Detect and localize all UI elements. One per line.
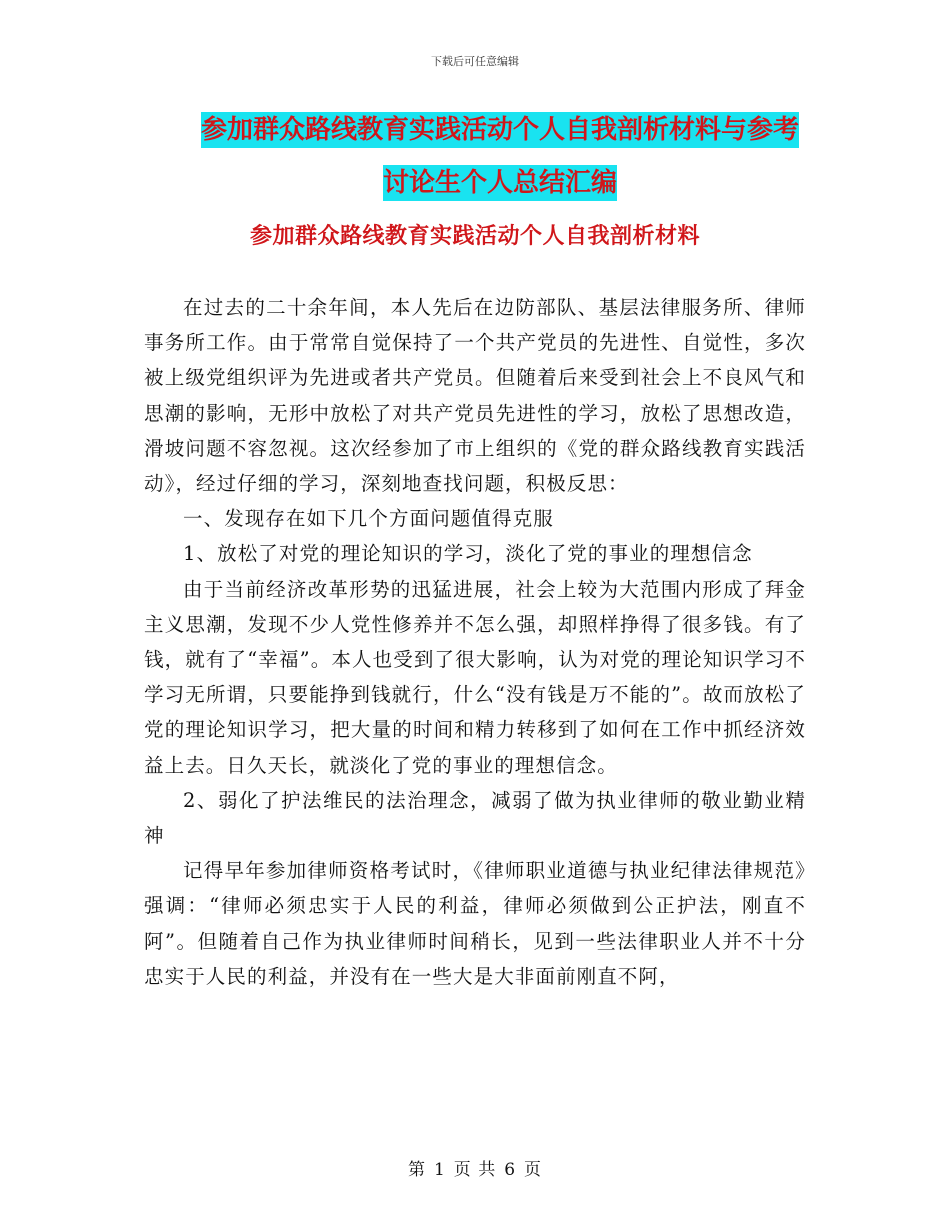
paragraph-item-1: 由于当前经济改革形势的迅猛进展，社会上较为大范围内形成了拜金主义思潮，发现不少人党性修养并不怎么强，却照样挣得了很多钱。有了钱，就有了“幸福”。本人也受到了很大影响，认为对党的理论知识学习不学习无所谓，只要能挣到钱就行，什么“没有钱是万不能的”。故而放松了党的理论知识学习，把大量的时间和精力转移到了如何在工作中抓经济效益上去。日久天长，就淡化了党的事业的理想信念。 <box>144 577 806 777</box>
total-pages: 6 <box>504 1160 517 1180</box>
heading-item-2: 2、弱化了护法维民的法治理念，减弱了做为执业律师的敬业勤业精神 <box>144 788 806 848</box>
document-title <box>140 104 860 210</box>
page-footer <box>0 1155 950 1180</box>
header-note: 下载后可任意编辑 <box>431 55 519 68</box>
document-body <box>144 290 806 994</box>
page-suffix: 页 <box>524 1160 543 1180</box>
title-line-1: 参加群众路线教育实践活动个人自我剖析材料与参考 <box>201 112 799 148</box>
heading-problems: 一、发现存在如下几个方面问题值得克服 <box>183 507 554 531</box>
page-number: 1 <box>433 1160 446 1180</box>
section-title: 参加群众路线教育实践活动个人自我剖析材料 <box>249 224 700 249</box>
title-line-2: 讨论生个人总结汇编 <box>383 165 617 201</box>
page-middle: 页 共 <box>453 1160 497 1180</box>
heading-item-1: 1、放松了对党的理论知识的学习，淡化了党的事业的理想信念 <box>183 542 753 566</box>
page-prefix: 第 <box>407 1160 426 1180</box>
paragraph-intro: 在过去的二十余年间，本人先后在边防部队、基层法律服务所、律师事务所工作。由于常常自觉保持了一个共产党员的先进性、自觉性，多次被上级党组织评为先进或者共产党员。但随着后来受到社会上不良风气和思潮的影响，无形中放松了对共产党员先进性的学习，放松了思想改造，滑坡问题不容忽视。这次经参加了市上组织的《党的群众路线教育实践活动》，经过仔细的学习，深刻地查找问题，积极反思： <box>144 296 806 496</box>
paragraph-item-2: 记得早年参加律师资格考试时，《律师职业道德与执业纪律法律规范》强调：“律师必须忠实于人民的利益，律师必须做到公正护法，刚直不阿”。但随着自己作为执业律师时间稍长，见到一些法律职业人并不十分忠实于人民的利益，并没有在一些大是大非面前刚直不阿， <box>144 859 806 988</box>
